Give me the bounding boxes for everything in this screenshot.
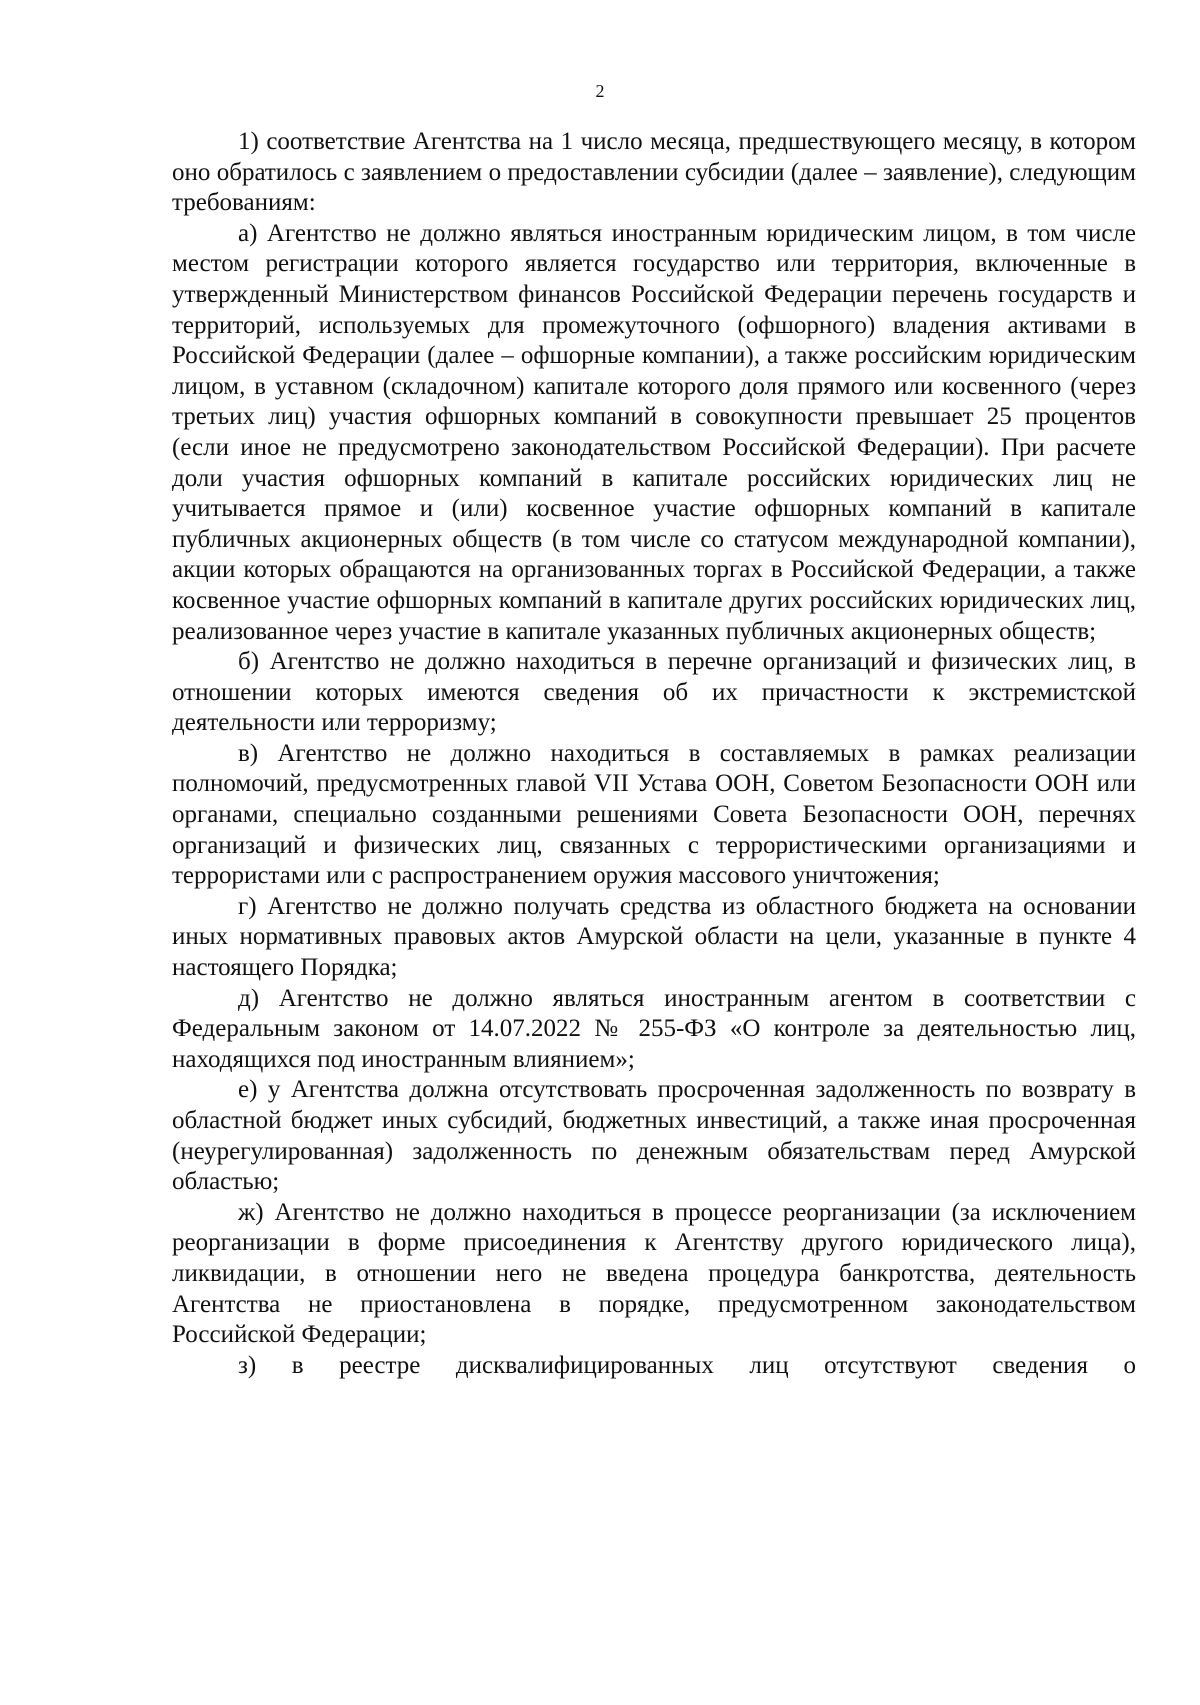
paragraph-b: б) Агентство не должно находиться в перечне организаций и физических лиц, в отношении которых имеются сведения об их причастности к экстремистской деятельности или терроризму;	[172, 648, 1136, 737]
page-number: 2	[595, 81, 605, 101]
paragraph-g: г) Агентство не должно получать средства из областного бюджета на основании иных нормативных правовых актов Амурской области на цели, указанные в пункте 4 настоящего Порядка;	[172, 892, 1136, 982]
paragraph-v: в) Агентство не должно находиться в составляемых в рамках реализации полномочий, предусмотренных главой VII Устава ООН, Советом Безопасности ООН или органами, специально созданными решениями Совета Безопасности ООН, перечнях организаций и физических лиц, связанных с террористическими организациями и террористами или с распространением оружия массового уничтожения;	[172, 739, 1136, 890]
paragraph-zh: ж) Агентство не должно находиться в процессе реорганизации (за исключением реорганизации в форме присоединения к Агентству другого юридического лица), ликвидации, в отношении него не введена процедура банкротства, деятельность Агентства не приостановлена в порядке, предусмотренном законодательством Российской Федерации;	[172, 1198, 1136, 1349]
paragraph-d: д) Агентство не должно являться иностранным агентом в соответствии с Федеральным законом от 14.07.2022 № 255-ФЗ «О контроле за деятельностью лиц, находящихся под иностранным влиянием»;	[172, 984, 1136, 1073]
paragraph-z: з) в реестре дисквалифицированных лиц отсутствуют сведения о	[238, 1351, 1136, 1379]
paragraph-1: 1) соответствие Агентства на 1 число месяца, предшествующего месяцу, в котором оно обратилось с заявлением о предоставлении субсидии (далее – заявление), следующим требованиям:	[172, 128, 1136, 217]
paragraph-a: а) Агентство не должно являться иностранным юридическим лицом, в том числе местом регистрации которого является государство или территория, включенные в утвержденный Министерством финансов Российской Федерации перечень государств и территорий, используемых для промежуточного (офшорного) владения активами в Российской Федерации (далее – офшорные компании), а также российским юридическим лицом, в уставном (складочном) капитале которого доля прямого или косвенного (через третьих лиц) участия офшорных компаний в совокупности превышает 25 процентов (если иное не предусмотрено законодательством Российской Федерации). При расчете доли участия офшорных компаний в капитале российских юридических лиц не учитывается прямое и (или) косвенное участие офшорных компаний в капитале публичных акционерных обществ (в том числе со статусом международной компании), акции которых обращаются на организованных торгах в Российской Федерации, а также косвенное участие офшорных компаний в капитале других российских юридических лиц, реализованное через участие в капитале указанных публичных акционерных обществ;	[172, 219, 1136, 645]
document-body	[172, 127, 1136, 1381]
paragraph-e: е) у Агентства должна отсутствовать просроченная задолженность по возврату в областной бюджет иных субсидий, бюджетных инвестиций, а также иная просроченная (неурегулированная) задолженность по денежным обязательствам перед Амурской областью;	[172, 1076, 1136, 1196]
